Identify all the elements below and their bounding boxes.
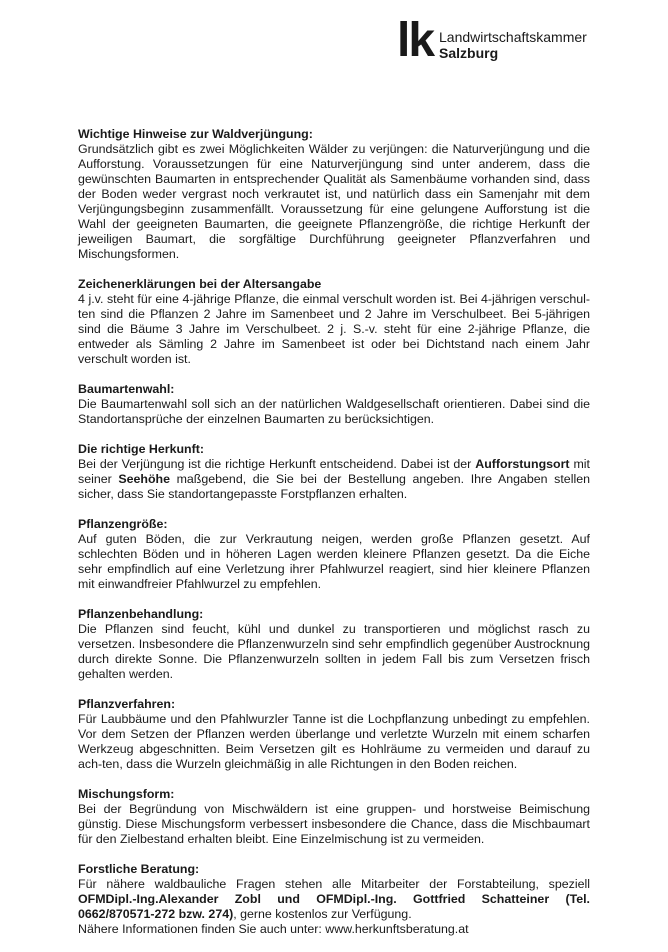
logo-line-1: Landwirtschaftskammer <box>439 29 587 45</box>
section-text: 4 j.v. steht für eine 4-jährige Pflanze, die einmal verschult worden ist. Bei 4-jährigen verschul-ten sind die Pflanzen 2 Jahre im Samenbeet und 2 Jahre im Verschulbeet. Bei 5-jährigen sind die Bäume 3 Jahre im Verschulbeet. 2 j. S.-v. steht für eine 2-jährige Pflanze, die entweder als Sämling 2 Jahre im Samenbeet ist oder bei Dichtstand nach einem Jahr verschult worden ist. <box>78 292 590 366</box>
section-pflanzenbehandlung <box>78 607 590 682</box>
bold-term-aufforstungsort: Aufforstungsort <box>475 457 570 471</box>
section-heading: Forstliche Beratung: <box>78 862 200 876</box>
text-run: , gerne kostenlos zur Verfügung. <box>233 907 412 921</box>
text-run: Für nähere waldbauliche Fragen stehen alle Mitarbeiter der Forstabteilung, speziell <box>78 877 590 891</box>
section-text: Die Pflanzen sind feucht, kühl und dunkel zu transportieren und möglichst rasch zu versetzen. Insbesondere die Pflanzenwurzeln sind sehr empfindlich gegenüber Austrocknung durch direkte Sonne. Die Pflanzenwurzeln sollten in jedem Fall bis zum Versetzen frisch gehalten werden. <box>78 622 590 681</box>
logo-mark: lk <box>397 14 434 67</box>
logo-line-2: Salzburg <box>439 45 499 61</box>
more-info-text: Nähere Informationen finden Sie auch unter: www.herkunftsberatung.at <box>78 922 469 936</box>
section-text: Auf guten Böden, die zur Verkrautung neigen, werden große Pflanzen gesetzt. Auf schlechten Böden und in höheren Lagen werden kleinere Pflanzen gesetzt. Da die Eiche sehr empfindlich auf eine Verletzung ihrer Pfahlwurzel reagiert, sind hier kleinere Pflanzen mit einwandfreier Pfahlwurzel zu empfehlen. <box>78 532 590 591</box>
section-heading: Wichtige Hinweise zur Waldverjüngung: <box>78 127 313 141</box>
section-heading: Pflanzenbehandlung: <box>78 607 204 621</box>
section-text <box>78 457 590 502</box>
section-zeichenerklaerungen <box>78 277 590 367</box>
text-run: mit seiner <box>78 457 590 486</box>
section-heading: Pflanzengröße: <box>78 517 168 531</box>
section-beratung <box>78 862 590 937</box>
document-body <box>78 127 590 952</box>
section-heading: Die richtige Herkunft: <box>78 442 204 456</box>
section-heading: Mischungsform: <box>78 787 175 801</box>
section-text <box>78 877 590 922</box>
section-heading: Baumartenwahl: <box>78 382 175 396</box>
section-text: Für Laubbäume und den Pfahlwurzler Tanne ist die Lochpflanzung unbedingt zu empfehlen. Vor dem Setzen der Pflanzen werden überlange und verletzte Wurzeln mit einem scharfen Werkzeug abgeschnitten. Beim Versetzen gilt es Hohlräume zu vermeiden und darauf zu ach-ten, dass die Wurzeln gleichmäßig in alle Richtungen in den Boden reichen. <box>78 712 590 771</box>
section-herkunft <box>78 442 590 502</box>
section-text: Bei der Begründung von Mischwäldern ist eine gruppen- und horstweise Beimischung günstig. Diese Mischungsform verbessert insbesondere die Chance, dass die Mischbaumart für den Zielbestand erhalten bleibt. Eine Einzelmischung ist zu vermeiden. <box>78 802 590 846</box>
section-text: Die Baumartenwahl soll sich an der natürlichen Waldgesellschaft orientieren. Dabei sind die Standortansprüche der einzelnen Baumarten zu berücksichtigen. <box>78 397 590 426</box>
contact-persons: OFMDipl.-Ing.Alexander Zobl und OFMDipl.-Ing. Gottfried Schatteiner (Tel. 0662/870571-272 bzw. 274) <box>78 892 590 921</box>
text-run: Bei der Verjüngung ist die richtige Herkunft entscheidend. Dabei ist der <box>78 457 476 471</box>
section-waldverjuengung <box>78 127 590 262</box>
section-heading: Pflanzverfahren: <box>78 697 176 711</box>
section-pflanzverfahren <box>78 697 590 772</box>
section-text: Grundsätzlich gibt es zwei Möglichkeiten Wälder zu verjüngen: die Naturverjüngung und die Aufforstung. Voraussetzungen für eine Naturverjüngung sind unter anderem, dass die gewünschten Baumarten in entsprechender Qualität als Samenbäume vorhanden sind, dass der Boden weder vergrast noch verkrautet ist, und natürlich dass ein Samenjahr mit dem Verjüngungsbeginn zusammenfällt. Voraussetzung für eine gelungene Aufforstung ist die Wahl der geeigneten Baumarten, die geeignete Pflanzengröße, die richtige Herkunft der jeweiligen Baumart, die sorgfältige Durchführung geeigneter Pflanzverfahren und Mischungsformen. <box>78 142 590 261</box>
section-mischungsform <box>78 787 590 847</box>
section-baumartenwahl <box>78 382 590 427</box>
section-pflanzengroesse <box>78 517 590 592</box>
bold-term-seehoehe: Seehöhe <box>118 472 170 486</box>
text-run: maßgebend, die Sie bei der Bestellung angeben. Ihre Angaben stellen sicher, dass Sie standortangepasste Forstpflanzen erhalten. <box>78 472 590 501</box>
section-heading: Zeichenerklärungen bei der Altersangabe <box>78 277 322 291</box>
